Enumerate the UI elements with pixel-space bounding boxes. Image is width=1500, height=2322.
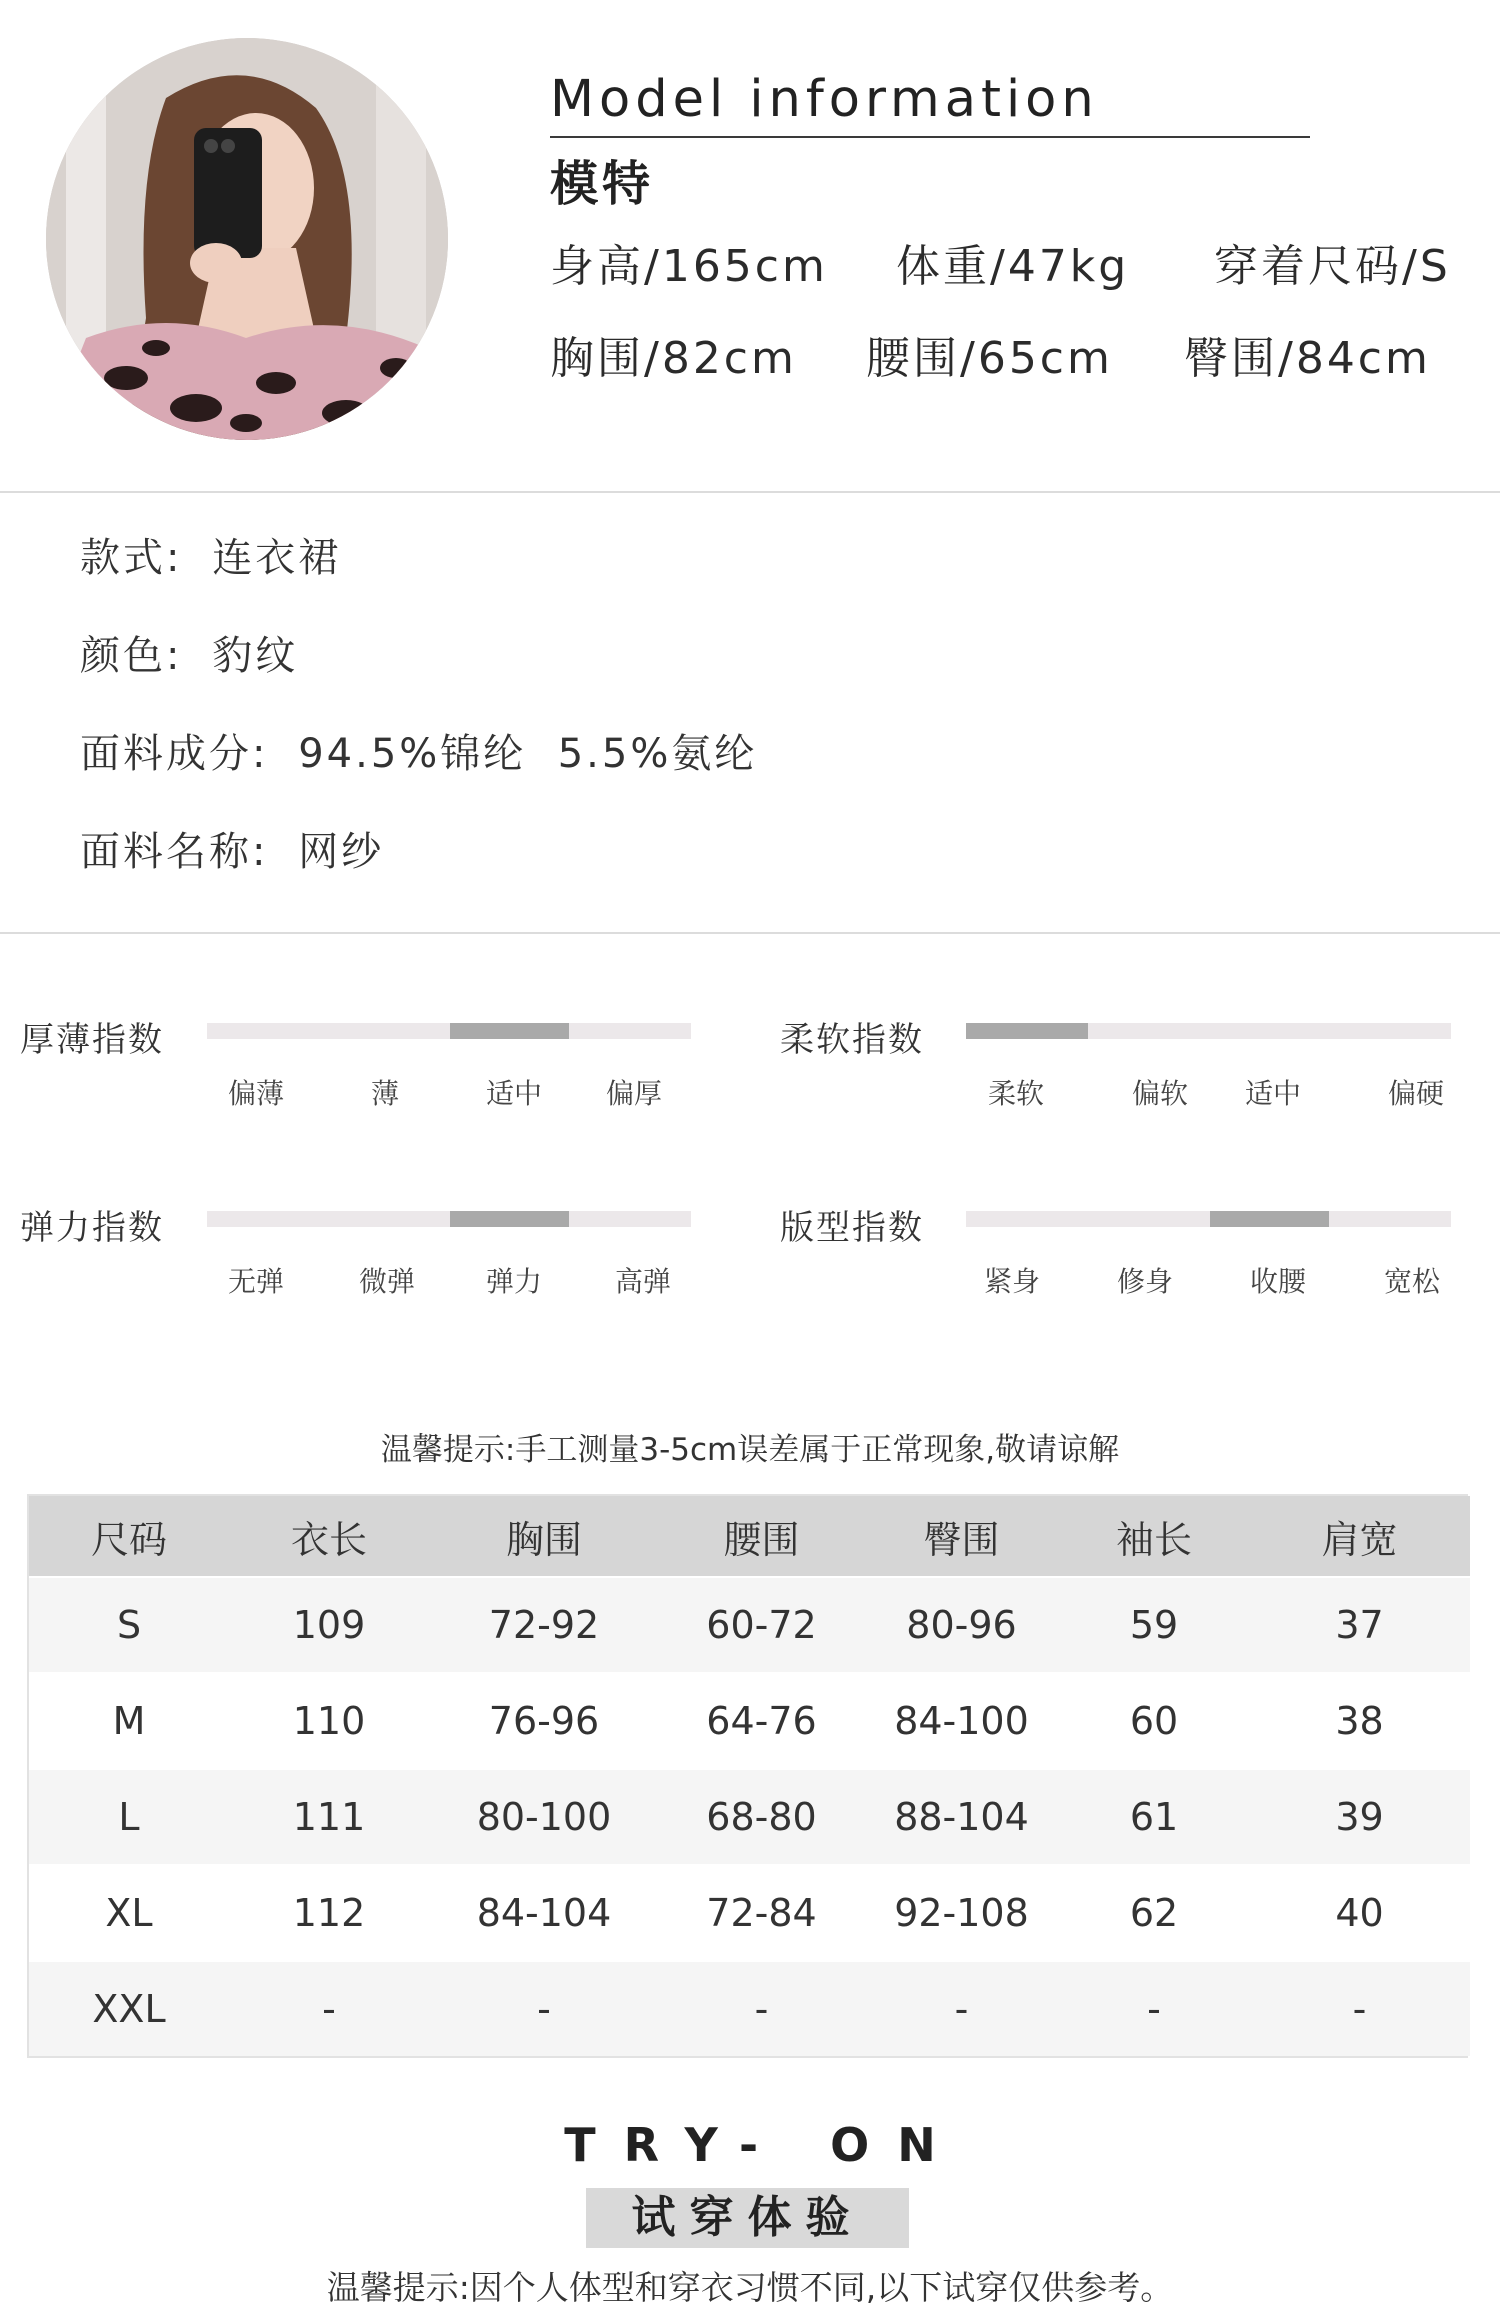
elasticity-option: 无弹 [227,1265,284,1298]
model-waist: 腰围/65cm [866,333,1113,384]
model-height: 身高/165cm [550,241,828,292]
table-cell: 112 [229,1865,429,1961]
fabric-row [80,820,384,877]
thickness-option: 薄 [370,1077,399,1110]
header-cell: 肩宽 [1249,1496,1470,1577]
header-cell: 尺码 [29,1496,229,1577]
table-cell: 109 [229,1577,429,1673]
softness-index-label: 柔软指数 [780,1020,924,1060]
elasticity-index-level [450,1211,569,1227]
size-table [27,1494,1468,2058]
table-cell: 64-76 [659,1673,864,1769]
model-title-underline [550,136,1310,138]
composition-row [80,722,757,779]
fabric-label: 面料名称: [80,829,269,875]
table-cell: 37 [1249,1577,1470,1673]
thickness-option: 偏厚 [605,1077,662,1110]
model-hip: 臀围/84cm [1184,333,1431,384]
table-row [29,1577,1470,1673]
table-row [29,1769,1470,1865]
header-cell: 腰围 [659,1496,864,1577]
table-row [29,1673,1470,1769]
table-cell: - [229,1961,429,2056]
table-cell: 60 [1059,1673,1249,1769]
model-title-en: Model information [550,70,1099,129]
table-cell: 39 [1249,1769,1470,1865]
table-cell: 61 [1059,1769,1249,1865]
table-cell: 68-80 [659,1769,864,1865]
model-photo [46,38,448,440]
table-row [29,1865,1470,1961]
table-cell: 60-72 [659,1577,864,1673]
table-cell: 72-92 [429,1577,659,1673]
header-cell: 衣长 [229,1496,429,1577]
softness-option: 柔软 [987,1077,1044,1110]
table-cell: 80-96 [864,1577,1059,1673]
model-size: 穿着尺码/S [1214,241,1451,292]
model-bust: 胸围/82cm [550,333,797,384]
model-weight: 体重/47kg [896,241,1130,292]
table-cell: S [29,1577,229,1673]
softness-option: 适中 [1244,1077,1301,1110]
fit-option: 收腰 [1249,1265,1306,1298]
color-label: 颜色: [80,633,183,679]
measurement-note: 温馨提示:手工测量3-5cm误差属于正常现象,敬请谅解 [380,1432,1120,1468]
header-cell: 臀围 [864,1496,1059,1577]
table-cell: 84-100 [864,1673,1059,1769]
softness-index-scale [966,1023,1451,1039]
table-cell: 59 [1059,1577,1249,1673]
softness-index-level [966,1023,1088,1039]
table-row [29,1961,1470,2056]
elasticity-option: 高弹 [614,1265,671,1298]
header-cell: 袖长 [1059,1496,1249,1577]
table-cell: - [864,1961,1059,2056]
table-cell: 88-104 [864,1769,1059,1865]
fit-option: 宽松 [1383,1265,1440,1298]
table-cell: 76-96 [429,1673,659,1769]
table-cell: - [659,1961,864,2056]
table-cell: 62 [1059,1865,1249,1961]
fit-index-label: 版型指数 [780,1208,924,1248]
elasticity-index-scale [207,1211,691,1227]
composition-value: 94.5%锦纶 5.5%氨纶 [298,731,758,777]
table-cell: 92-108 [864,1865,1059,1961]
table-cell: - [429,1961,659,2056]
elasticity-option: 微弹 [358,1265,415,1298]
model-avatar [46,38,448,440]
thickness-index-scale [207,1023,691,1039]
table-cell: 80-100 [429,1769,659,1865]
table-cell: - [1249,1961,1470,2056]
table-cell: XL [29,1865,229,1961]
style-label: 款式: [80,535,183,581]
table-cell: 111 [229,1769,429,1865]
softness-option: 偏硬 [1387,1077,1444,1110]
fabric-value: 网纱 [298,829,385,875]
model-title-cn: 模特 [550,156,655,212]
color-value: 豹纹 [212,633,299,679]
table-cell: 40 [1249,1865,1470,1961]
style-value: 连衣裙 [212,535,342,581]
composition-label: 面料成分: [80,731,269,777]
table-cell: - [1059,1961,1249,2056]
color-row [80,624,298,681]
thickness-option: 偏薄 [227,1077,284,1110]
style-row [80,526,341,583]
table-cell: L [29,1769,229,1865]
fit-index-level [1210,1211,1329,1227]
thickness-index-label: 厚薄指数 [20,1020,164,1060]
section-divider [0,491,1500,493]
thickness-option: 适中 [485,1077,542,1110]
tryon-title-en: TRY- ON [564,2118,964,2172]
elasticity-option: 弹力 [485,1265,542,1298]
header-cell: 胸围 [429,1496,659,1577]
table-cell: XXL [29,1961,229,2056]
tryon-title-cn: 试穿体验 [631,2192,864,2243]
thickness-index-level [450,1023,569,1039]
fit-option: 紧身 [983,1265,1040,1298]
fit-option: 修身 [1116,1265,1173,1298]
tryon-note: 温馨提示:因个人体型和穿衣习惯不同,以下试穿仅供参考。 [326,2268,1174,2307]
table-cell: 84-104 [429,1865,659,1961]
fit-index-scale [966,1211,1451,1227]
table-cell: 110 [229,1673,429,1769]
table-cell: 38 [1249,1673,1470,1769]
size-table-header [29,1496,1470,1577]
elasticity-index-label: 弹力指数 [20,1208,164,1248]
table-cell: 72-84 [659,1865,864,1961]
table-cell: M [29,1673,229,1769]
section-divider [0,932,1500,934]
softness-option: 偏软 [1131,1077,1188,1110]
